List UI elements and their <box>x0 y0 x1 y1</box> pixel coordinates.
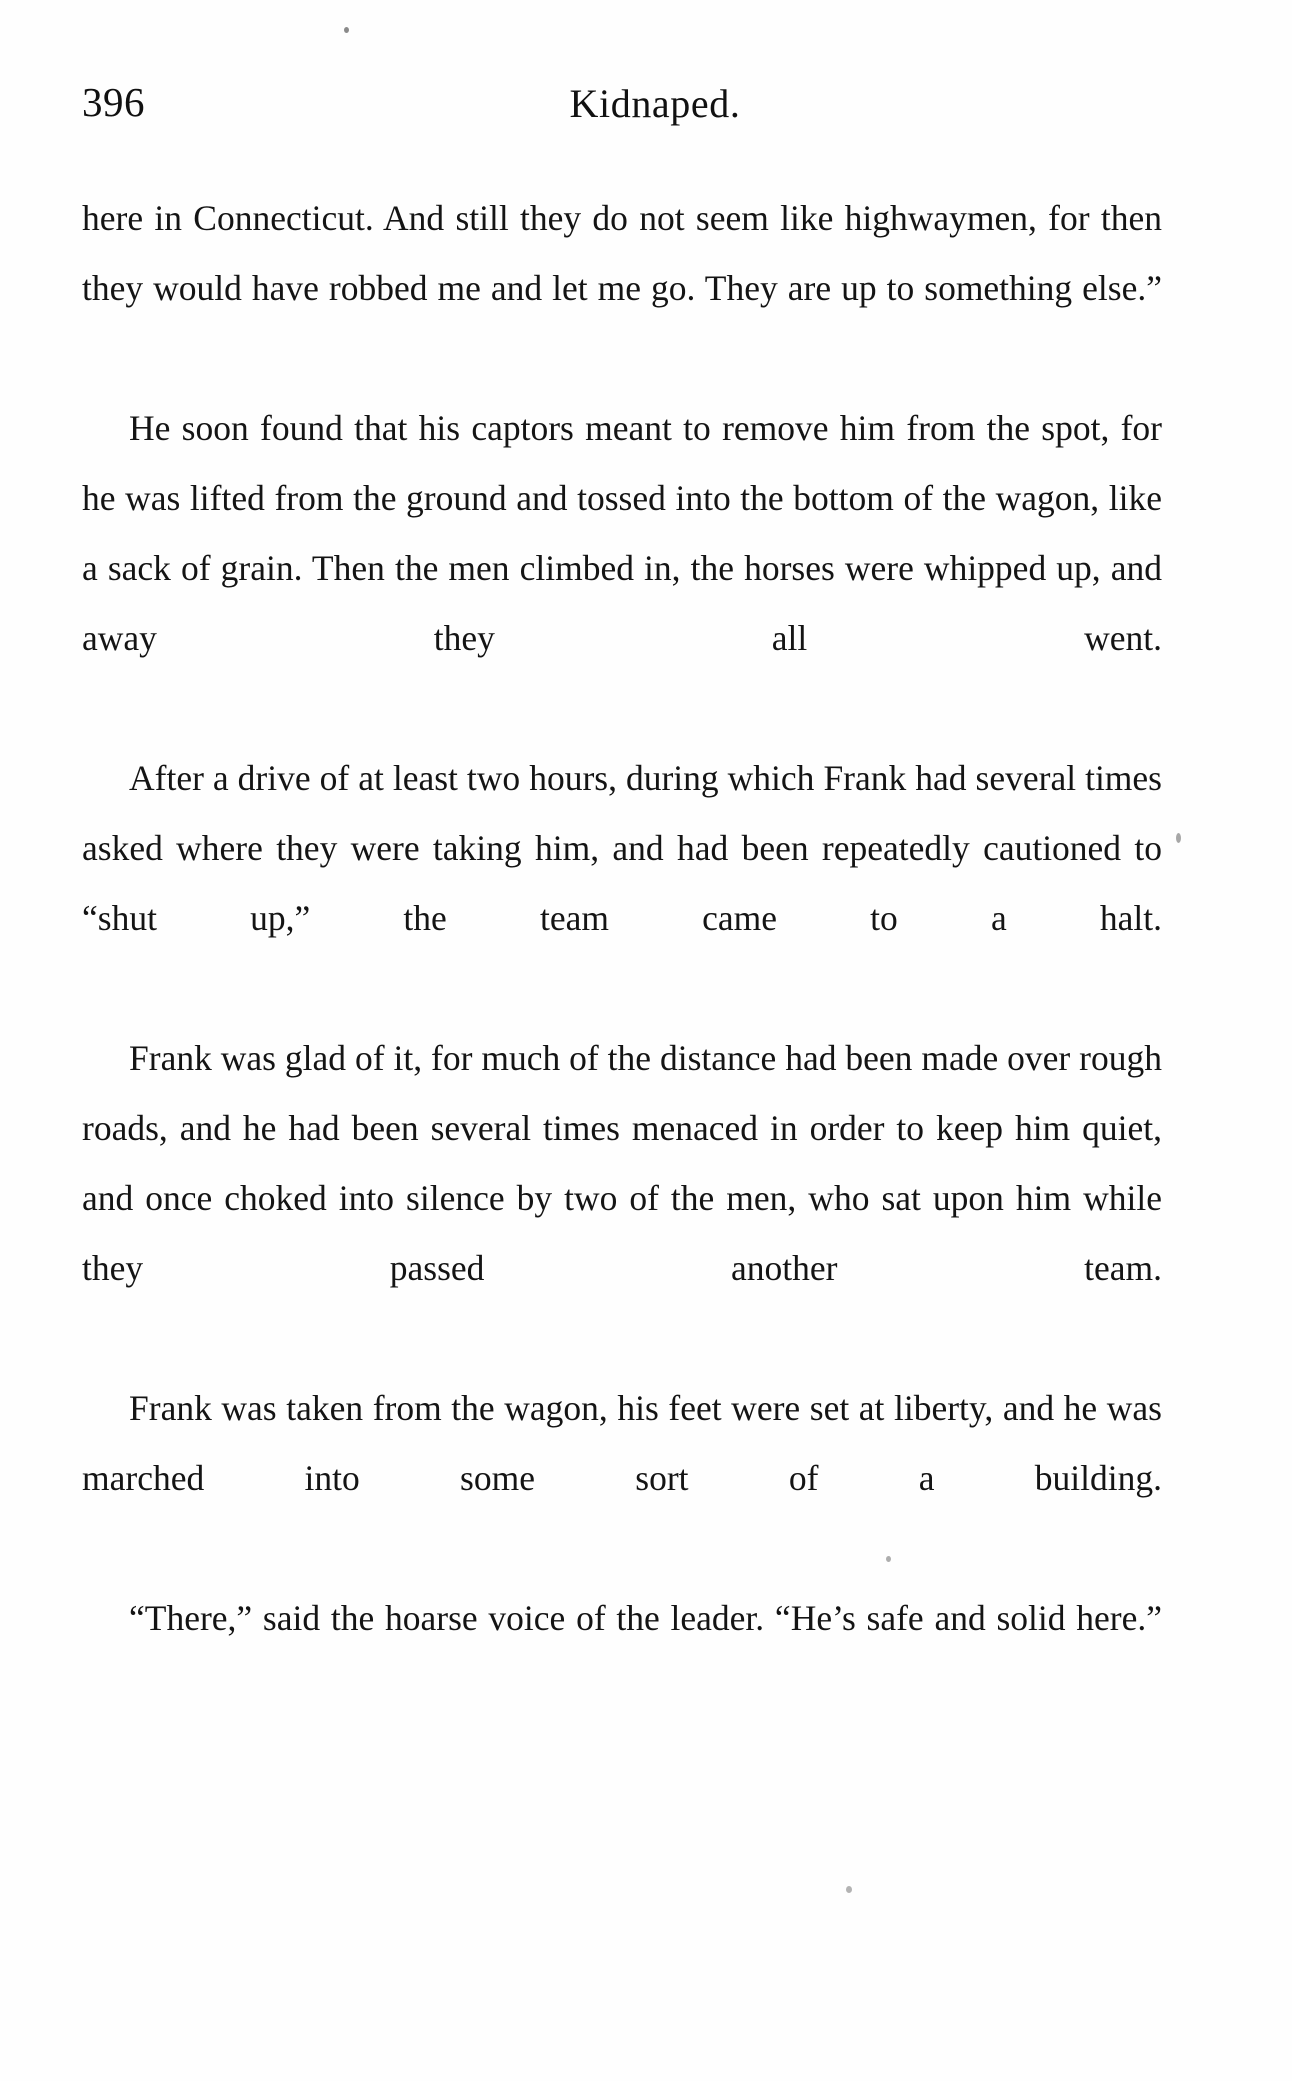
paragraph: After a drive of at least two hours, during which Frank had several times asked where they were taking him, and had been repeatedly cautioned to “shut up,” the team came to a halt. <box>82 758 1162 938</box>
page-body <box>82 183 1162 1723</box>
paper-speck-icon <box>1176 833 1181 843</box>
page-header <box>0 78 1292 138</box>
paragraph: Frank was glad of it, for much of the distance had been made over rough roads, and he had been several times menaced in order to keep him quiet, and once choked into silence by two of the men, who sat upon him while they passed another team. <box>82 1038 1162 1288</box>
paper-speck-icon <box>344 27 349 33</box>
paragraph: “There,” said the hoarse voice of the leader. “He’s safe and solid here.” <box>129 1598 1162 1638</box>
page-number: 396 <box>82 79 145 125</box>
paper-speck-icon <box>846 1886 852 1893</box>
paragraph: Frank was taken from the wagon, his feet were set at liberty, and he was marched into some sort of a building. <box>82 1388 1162 1498</box>
paper-speck-icon <box>886 1556 891 1562</box>
paragraph: He soon found that his captors meant to remove him from the spot, for he was lifted from the ground and tossed into the bottom of the wagon, like a sack of grain. Then the men climbed in, the horses were whipped up, and away they all went. <box>82 408 1162 658</box>
running-title: Kidnaped. <box>569 81 741 126</box>
paragraph: here in Connecticut. And still they do not seem like highwaymen, for then they would have robbed me and let me go. They are up to something else.” <box>82 198 1162 308</box>
